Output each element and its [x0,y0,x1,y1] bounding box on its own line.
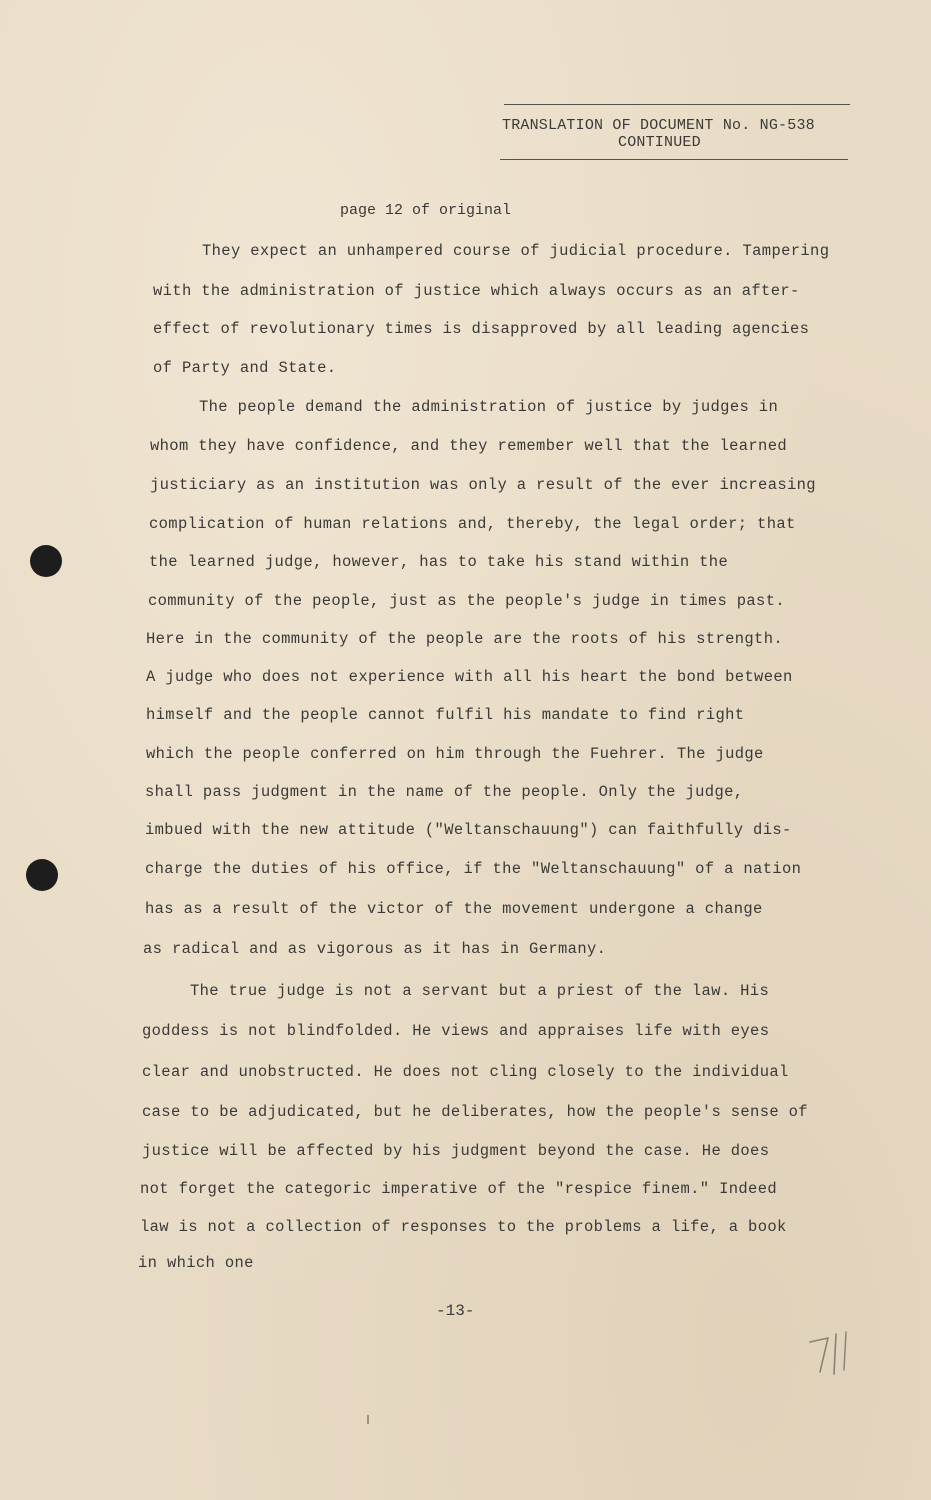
body-line: not forget the categoric imperative of the "respice finem." Indeed [140,1180,777,1198]
body-line: Here in the community of the people are the roots of his strength. [146,630,783,648]
body-line: complication of human relations and, thereby, the legal order; that [149,515,796,533]
body-line: in which one [138,1254,254,1272]
body-line: case to be adjudicated, but he deliberates, how the people's sense of [142,1103,808,1121]
body-line: A judge who does not experience with all his heart the bond between [146,668,793,686]
page-number: -13- [436,1302,475,1320]
body-line: clear and unobstructed. He does not cling closely to the individual [142,1063,789,1081]
body-line: imbued with the new attitude ("Weltanschauung") can faithfully dis- [145,821,792,839]
translation-header [500,104,850,160]
body-line: The people demand the administration of justice by judges in [199,398,779,416]
body-line: justice will be affected by his judgment beyond the case. He does [142,1142,770,1160]
body-line: has as a result of the victor of the movement undergone a change [145,900,763,918]
body-line: of Party and State. [153,359,337,377]
handwritten-page-number [806,1330,854,1376]
header-title: TRANSLATION OF DOCUMENT No. NG-538 [502,117,815,134]
header-subtitle: CONTINUED [618,134,701,151]
original-page-reference: page 12 of original [340,202,512,219]
body-line: The true judge is not a servant but a priest of the law. His [190,982,770,1000]
body-line: with the administration of justice which always occurs as an after- [153,282,800,300]
body-line: effect of revolutionary times is disapproved by all leading agencies [153,320,810,338]
body-line: the learned judge, however, has to take his stand within the [149,553,729,571]
stray-mark [367,1415,369,1424]
punch-hole [30,545,62,577]
body-line: justiciary as an institution was only a result of the ever increasing [150,476,816,494]
body-line: charge the duties of his office, if the "Weltanschauung" of a nation [145,860,802,878]
body-line: himself and the people cannot fulfil his mandate to find right [146,706,745,724]
body-line: They expect an unhampered course of judicial procedure. Tampering [202,242,830,260]
header-top-rule [504,104,850,105]
body-line: which the people conferred on him through the Fuehrer. The judge [146,745,764,763]
body-line: whom they have confidence, and they remember well that the learned [150,437,787,455]
body-line: as radical and as vigorous as it has in Germany. [143,940,607,958]
body-line: shall pass judgment in the name of the people. Only the judge, [145,783,744,801]
header-bottom-rule [500,159,848,160]
body-line: community of the people, just as the people's judge in times past. [148,592,785,610]
body-line: law is not a collection of responses to the problems a life, a book [140,1218,787,1236]
punch-hole [26,859,58,891]
body-line: goddess is not blindfolded. He views and appraises life with eyes [142,1022,770,1040]
